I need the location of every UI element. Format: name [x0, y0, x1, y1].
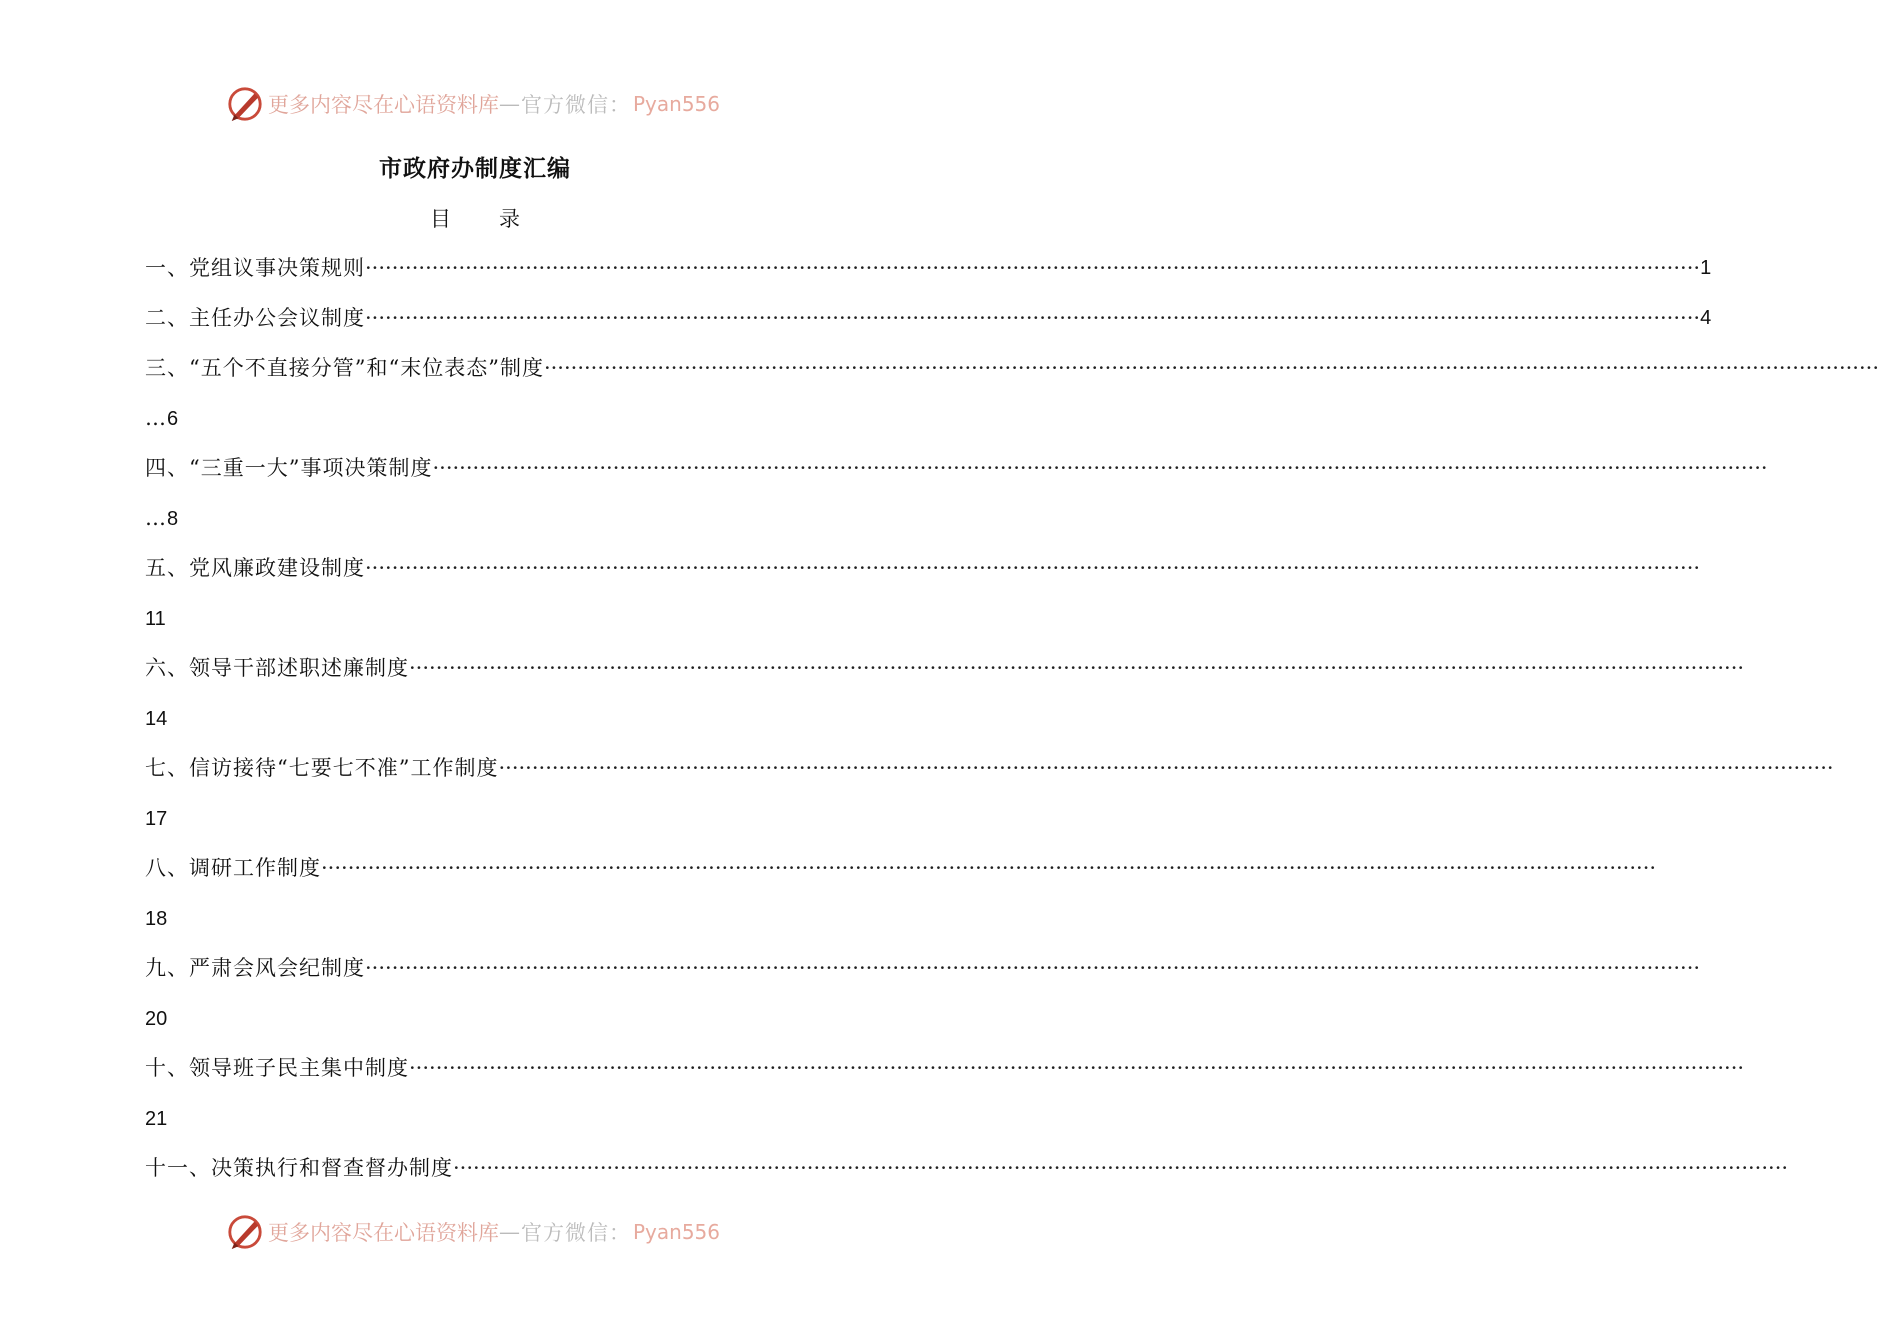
- toc-page-number: 21: [145, 1108, 168, 1130]
- toc-leader-dots: ········································································································································································································: [365, 306, 1701, 330]
- toc-entry: [145, 943, 1701, 993]
- toc-heading-part-1: 目: [430, 207, 451, 231]
- banner-contact-label: 官方微信：: [521, 1221, 631, 1245]
- table-of-contents: [145, 243, 1879, 1193]
- toc-page-number: 20: [145, 1008, 168, 1030]
- toc-entry: [145, 643, 1745, 693]
- toc-leader-dots: ········································································································································································································: [498, 756, 1834, 780]
- toc-entry: [145, 293, 1712, 343]
- toc-heading: [0, 203, 950, 233]
- pen-logo-icon: [226, 85, 264, 123]
- toc-entry: [145, 243, 1712, 293]
- toc-entry: [145, 343, 1879, 393]
- toc-leader-dots: ········································································································································································································: [432, 456, 1768, 480]
- toc-leader-dots: ········································································································································································································: [543, 356, 1879, 380]
- toc-entry-label: 五、党风廉政建设制度: [145, 556, 365, 580]
- header-banner: [226, 84, 720, 124]
- toc-leader-dots: ········································································································································································································: [365, 956, 1701, 980]
- toc-entry-continuation: [145, 893, 803, 943]
- toc-entry: [145, 743, 1834, 793]
- banner-contact-id: Pyan556: [633, 1220, 721, 1244]
- toc-entry-label: 四、“三重一大”事项决策制度: [145, 456, 433, 480]
- toc-leader-dots: ········································································································································································································: [365, 556, 1701, 580]
- toc-entry-label: 十、领导班子民主集中制度: [145, 1056, 409, 1080]
- pen-logo-icon: [226, 1213, 264, 1251]
- toc-page-number: 6: [167, 408, 179, 430]
- toc-leader-dots: ········································································································································································································: [365, 256, 1701, 280]
- toc-heading-part-2: 录: [499, 207, 520, 231]
- toc-entry: [145, 843, 1657, 893]
- toc-page-number: 17: [145, 808, 168, 830]
- toc-leader-dots: …: [145, 506, 167, 530]
- toc-entry: [145, 1043, 1745, 1093]
- banner-separator: —: [499, 1220, 521, 1244]
- toc-page-number: 11: [145, 608, 166, 630]
- toc-page-number: 1: [1700, 257, 1712, 279]
- footer-banner: [226, 1212, 720, 1252]
- toc-entry-label: 十一、决策执行和督查督办制度: [145, 1156, 453, 1180]
- toc-page-number: 4: [1700, 307, 1712, 329]
- toc-entry-label: 一、党组议事决策规则: [145, 256, 365, 280]
- banner-separator: —: [499, 92, 521, 116]
- toc-entry-label: 六、领导干部述职述廉制度: [145, 656, 409, 680]
- toc-entry-label: 七、信访接待“七要七不准”工作制度: [145, 756, 499, 780]
- toc-entry-label: 九、严肃会风会纪制度: [145, 956, 365, 980]
- toc-leader-dots: ········································································································································································································: [453, 1156, 1789, 1180]
- toc-leader-dots: ········································································································································································································: [321, 856, 1657, 880]
- document-title: 市政府办制度汇编: [379, 155, 571, 182]
- banner-contact-id: Pyan556: [633, 92, 721, 116]
- toc-entry: [145, 443, 1768, 493]
- toc-page-number: 8: [167, 508, 179, 530]
- toc-entry: [145, 1143, 1789, 1193]
- banner-contact-label: 官方微信：: [521, 93, 631, 117]
- toc-entry-continuation: [145, 493, 803, 543]
- banner-main-text: 更多内容尽在心语资料库: [268, 93, 499, 117]
- toc-entry-label: 二、主任办公会议制度: [145, 306, 365, 330]
- banner-main-text: 更多内容尽在心语资料库: [268, 1221, 499, 1245]
- toc-entry-continuation: [145, 693, 803, 743]
- toc-leader-dots: ········································································································································································································: [409, 1056, 1745, 1080]
- toc-page-number: 14: [145, 708, 168, 730]
- toc-leader-dots: ········································································································································································································: [409, 656, 1745, 680]
- toc-entry-label: 三、“五个不直接分管”和“末位表态”制度: [145, 356, 544, 380]
- toc-entry-continuation: [145, 1093, 803, 1143]
- toc-entry-continuation: [145, 793, 803, 843]
- toc-entry: [145, 543, 1701, 593]
- toc-entry-continuation: [145, 393, 803, 443]
- toc-entry-continuation: [145, 593, 803, 643]
- toc-leader-dots: …: [145, 406, 167, 430]
- toc-entry-label: 八、调研工作制度: [145, 856, 321, 880]
- toc-page-number: 18: [145, 908, 168, 930]
- toc-entry-continuation: [145, 993, 803, 1043]
